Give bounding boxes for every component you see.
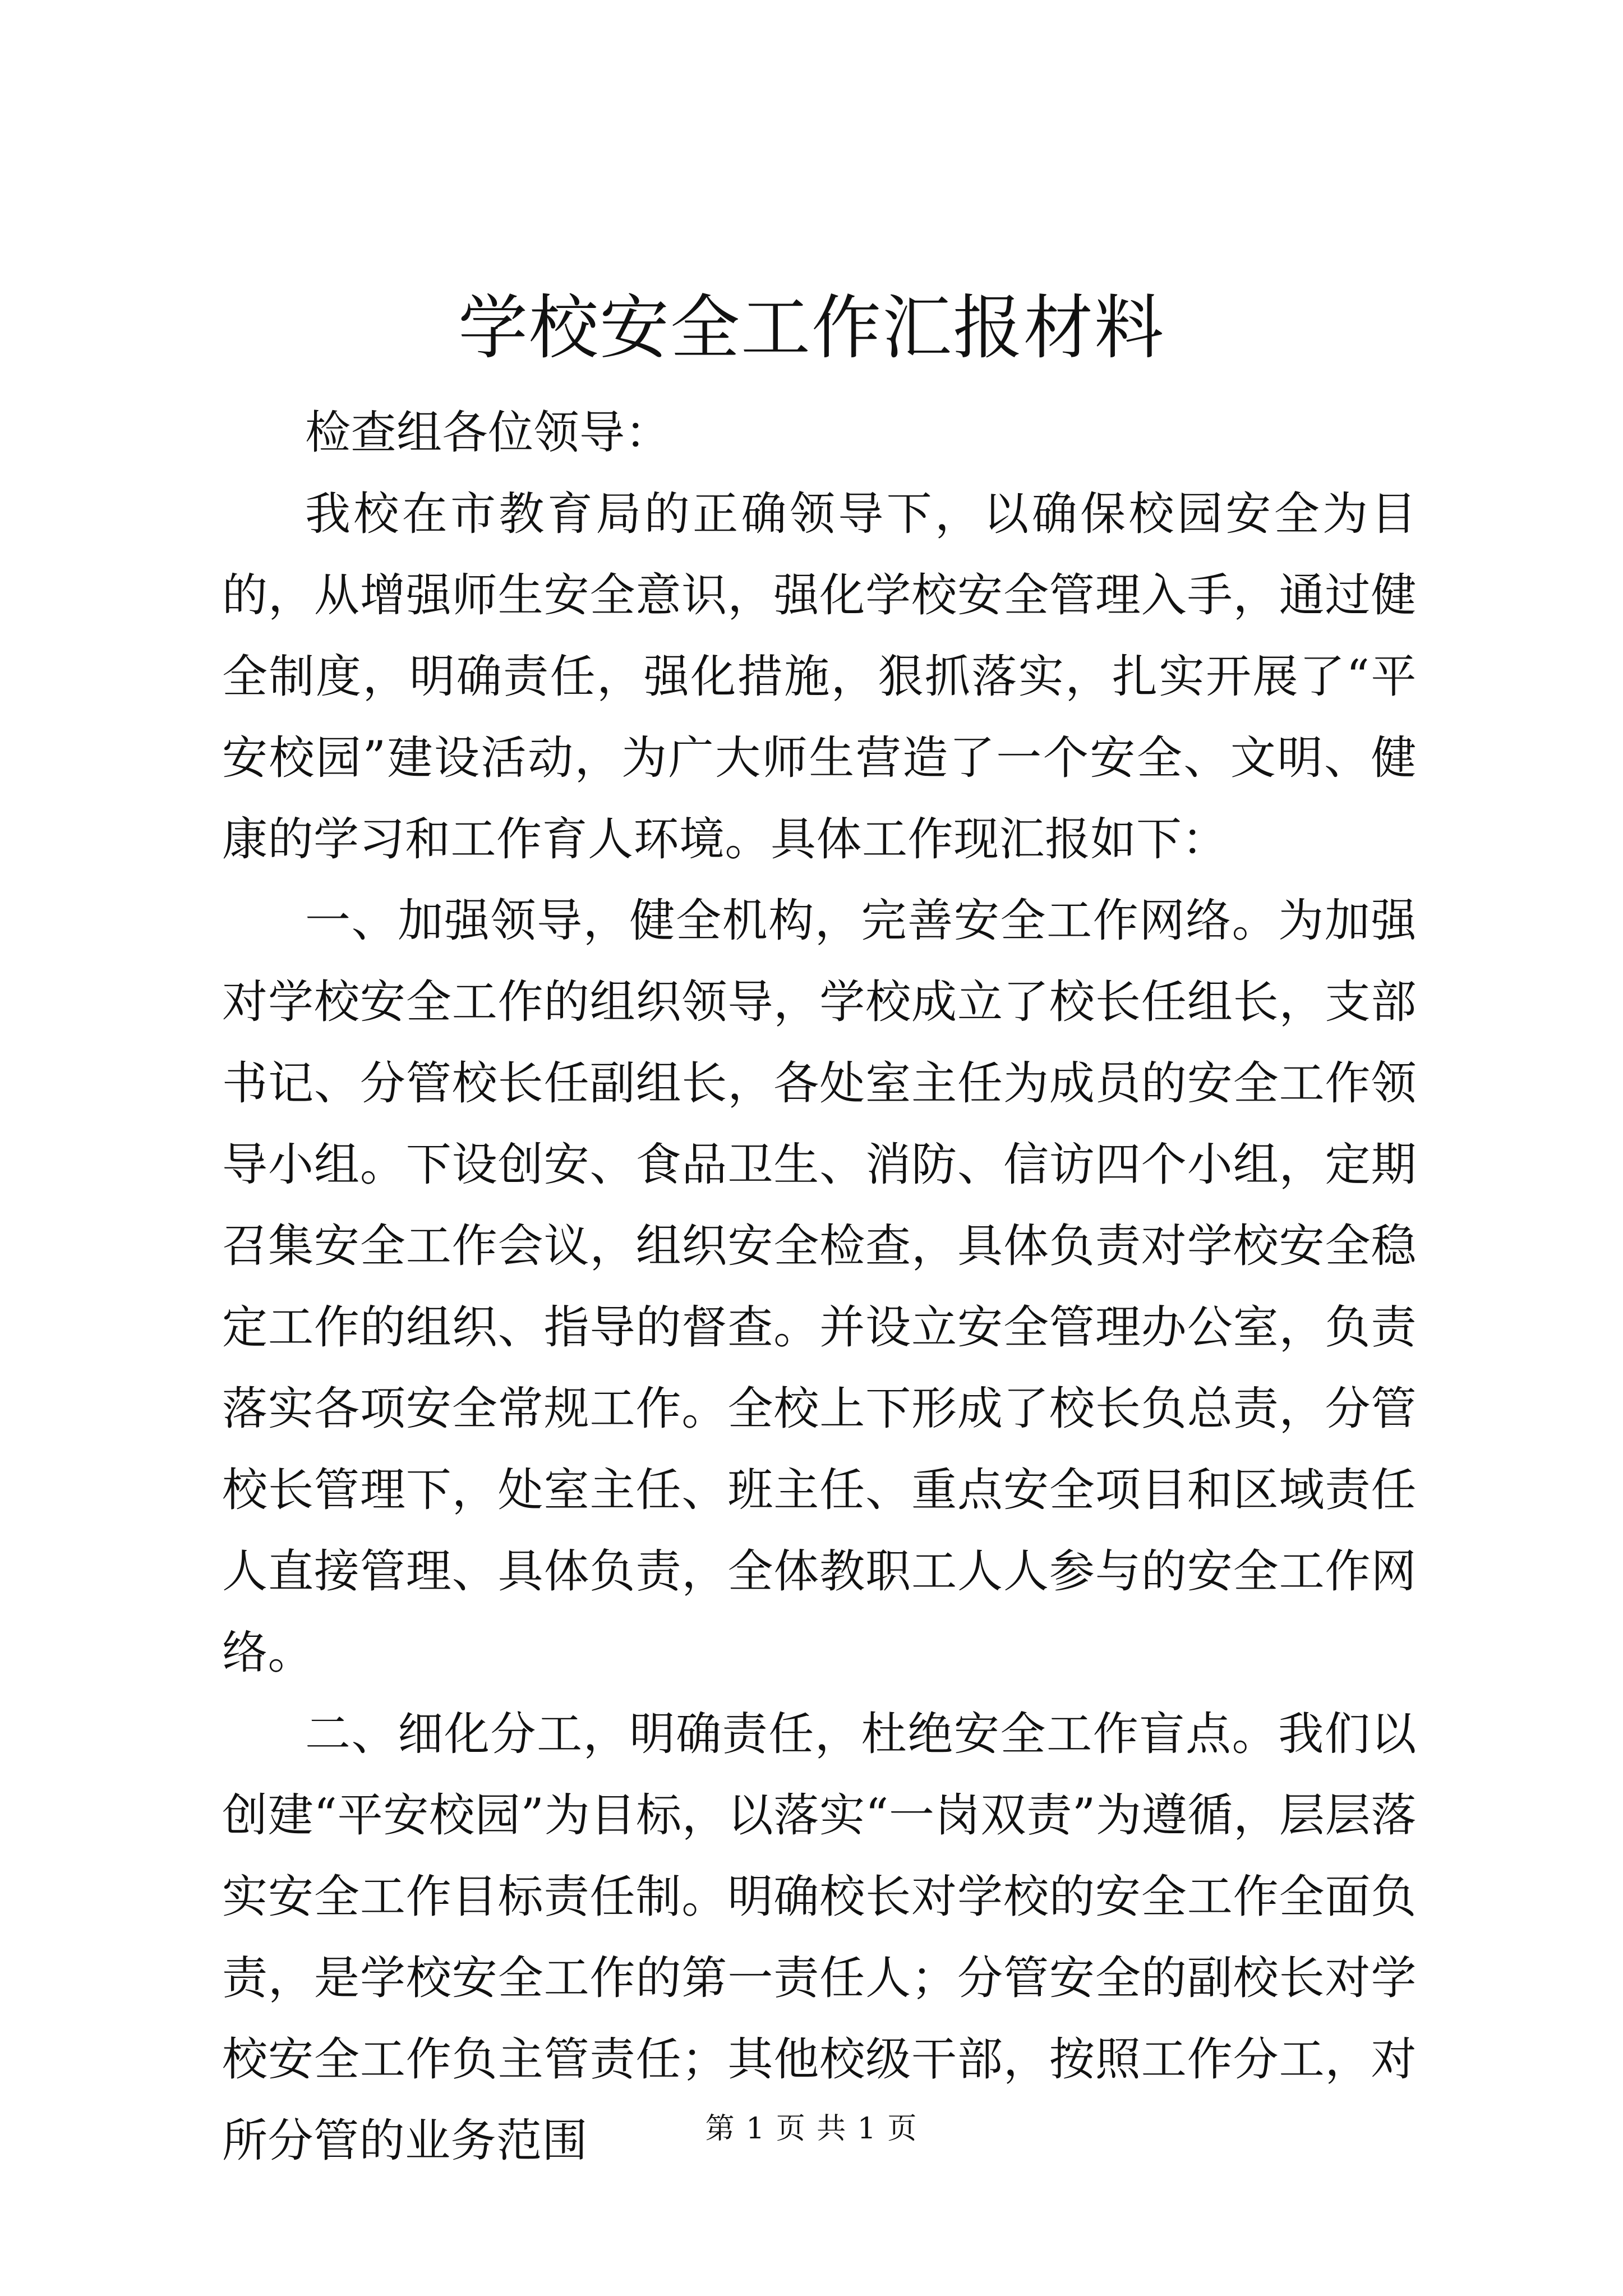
page-number-footer: 第 1 页 共 1 页 (705, 2112, 918, 2146)
salutation-paragraph: 检查组各位领导： (305, 407, 671, 459)
section-two-paragraph: 二、细化分工，明确责任，杜绝安全工作盲点。我们以创建“平安校园”为目标，以落实“一岗双责”为遵循，层层落实安全工作目标责任制。明确校长对学校的安全工作全面负责，是学校安全工作的第一责任人；分管安全的副校长对学校安全工作负主管责任；其他校级干部，按照工作分工，对所分管的业务范围 (222, 1708, 1417, 2168)
document-body (222, 393, 1417, 2182)
intro-paragraph: 我校在市教育局的正确领导下，以确保校园安全为目的，从增强师生安全意识，强化学校安全管理入手，通过健全制度，明确责任，强化措施，狠抓落实，扎实开展了“平安校园”建设活动，为广大师生营造了一个安全、文明、健康的学习和工作育人环境。具体工作现汇报如下： (222, 488, 1417, 866)
section-one-paragraph: 一、加强领导，健全机构，完善安全工作网络。为加强对学校安全工作的组织领导，学校成立了校长任组长，支部书记、分管校长任副组长，各处室主任为成员的安全工作领导小组。下设创安、食品卫生、消防、信访四个小组，定期召集安全工作会议，组织安全检查，具体负责对学校安全稳定工作的组织、指导的督查。并设立安全管理办公室，负责落实各项安全常规工作。全校上下形成了校长负总责，分管校长管理下，处室主任、班主任、重点安全项目和区域责任人直接管理、具体负责，全体教职工人人参与的安全工作网络。 (222, 895, 1417, 1680)
document-title: 学校安全工作汇报材料 (458, 288, 1165, 369)
